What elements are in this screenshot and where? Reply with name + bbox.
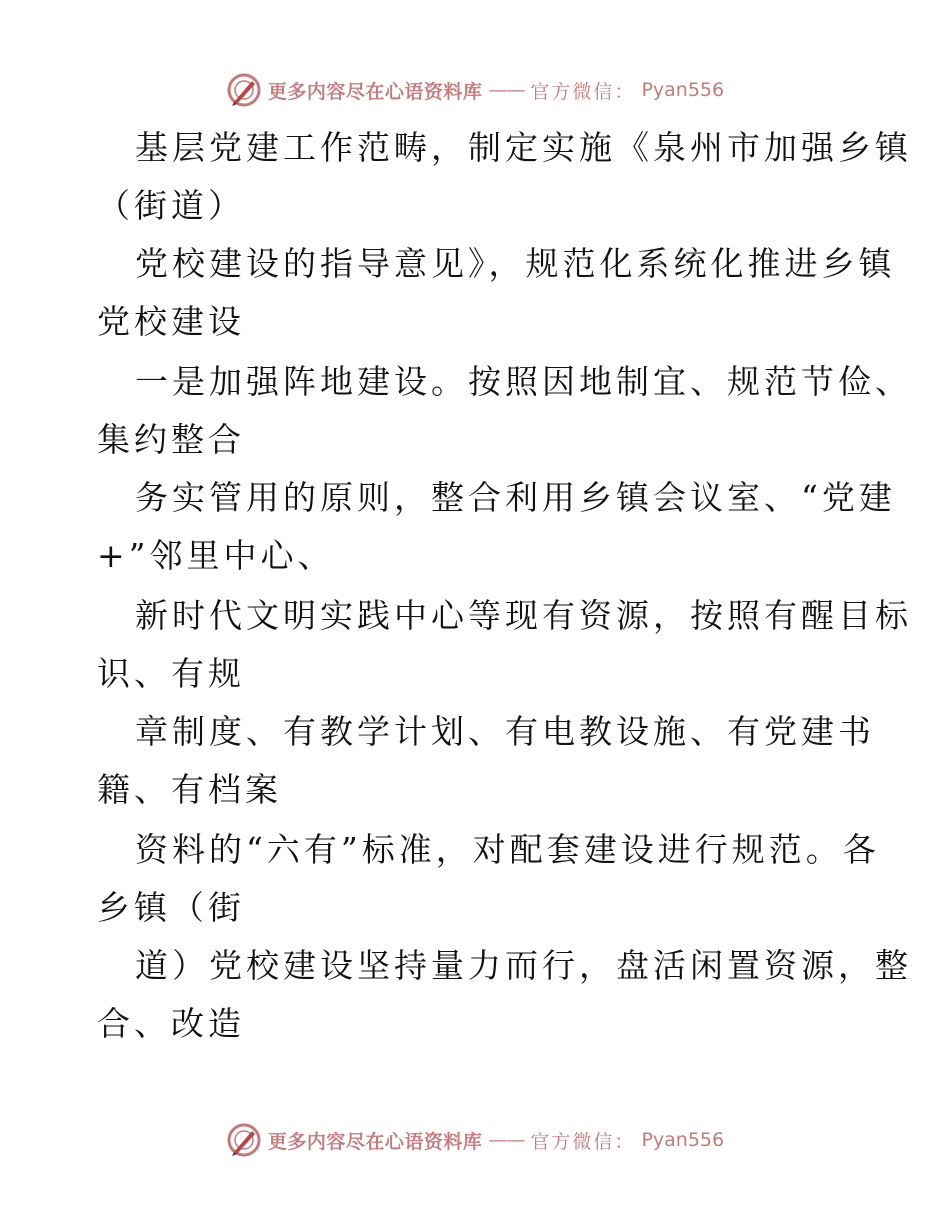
paragraph-line: 道）党校建设坚持量力而行，盘活闲置资源，整 xyxy=(135,946,912,985)
paragraph-line: 一是加强阵地建设。按照因地制宜、规范节俭、 xyxy=(135,362,912,401)
paragraph-line: 乡镇（街 xyxy=(97,888,245,927)
paragraph-line: 务实管用的原则，整合利用乡镇会议室、“党建 xyxy=(135,478,896,517)
footer-banner xyxy=(0,1120,950,1160)
header-banner xyxy=(0,70,950,110)
paragraph-line: 新时代文明实践中心等现有资源，按照有醒目标 xyxy=(135,596,912,635)
paragraph-line: 党校建设的指导意见》，规范化系统化推进乡镇 xyxy=(135,244,896,283)
paragraph-line: 籍、有档案 xyxy=(97,770,282,809)
pen-logo-icon xyxy=(226,72,262,108)
pen-logo-icon xyxy=(226,1122,262,1158)
header-banner-separator: —— xyxy=(488,79,525,101)
footer-contact-label: 官方微信： xyxy=(530,1130,636,1153)
paragraph-line: （街道） xyxy=(97,186,245,225)
header-banner-text: 更多内容尽在心语资料库 xyxy=(267,80,483,103)
header-contact-id: Pyan556 xyxy=(641,79,725,101)
paragraph-line: +”邻里中心、 xyxy=(97,536,335,575)
paragraph-line: 识、有规 xyxy=(97,654,245,693)
footer-contact-id: Pyan556 xyxy=(641,1129,725,1151)
paragraph-line: 资料的“六有”标准，对配套建设进行规范。各 xyxy=(135,830,880,869)
paragraph-line: 章制度、有教学计划、有电教设施、有党建书 xyxy=(135,712,875,751)
header-contact-label: 官方微信： xyxy=(530,80,636,103)
paragraph-line: 基层党建工作范畴，制定实施《泉州市加强乡镇 xyxy=(135,128,912,167)
paragraph-line: 合、改造 xyxy=(97,1004,245,1043)
footer-banner-separator: —— xyxy=(488,1129,525,1151)
footer-banner-text: 更多内容尽在心语资料库 xyxy=(267,1130,483,1153)
paragraph-line: 党校建设 xyxy=(97,302,245,341)
paragraph-line: 集约整合 xyxy=(97,420,245,459)
footer-banner-content xyxy=(226,1122,724,1158)
header-banner-content xyxy=(226,72,724,108)
